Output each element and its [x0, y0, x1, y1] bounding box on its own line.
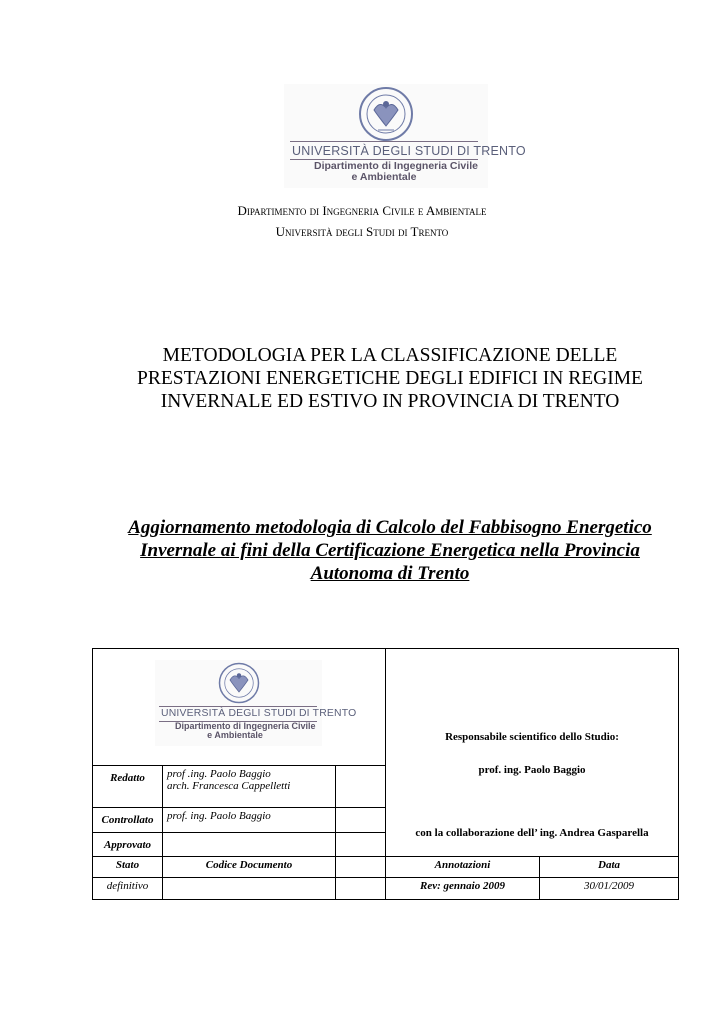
- header-blank: [336, 857, 386, 878]
- logo-university-name: UNIVERSITÀ DEGLI STUDI DI TRENTO: [161, 708, 357, 719]
- title-line: PRESTAZIONI ENERGETICHE DEGLI EDIFICI IN REGIME: [137, 368, 643, 389]
- approvato-label: Approvato: [93, 833, 163, 857]
- redatto-label: Redatto: [93, 766, 163, 808]
- logo-divider: [159, 706, 317, 707]
- logo-department-line2: e Ambientale: [351, 171, 417, 184]
- logo-department-line1: Dipartimento di Ingegneria Civile: [175, 721, 316, 731]
- value-stato: definitivo: [93, 878, 163, 900]
- controllato-value: prof. ing. Paolo Baggio: [163, 808, 336, 833]
- document-subtitle: [110, 516, 670, 585]
- redatto-name: prof .ing. Paolo Baggio: [167, 768, 271, 780]
- responsabile-cell: [386, 649, 679, 857]
- redatto-value: [163, 766, 336, 808]
- value-codice: [163, 878, 336, 900]
- redatto-signature: [336, 766, 386, 808]
- redatto-name: arch. Francesca Cappelletti: [167, 780, 291, 792]
- header-data: Data: [540, 857, 679, 878]
- responsabile-label: Responsabile scientifico dello Studio:: [445, 731, 619, 743]
- logo-department-line1: Dipartimento di Ingegneria Civile: [314, 160, 478, 172]
- value-blank: [336, 878, 386, 900]
- department-header: Dipartimento di Ingegneria Civile e Ambientale: [237, 203, 487, 218]
- university-seal-icon: [354, 86, 418, 142]
- value-data: 30/01/2009: [540, 878, 679, 900]
- controllato-signature: [336, 808, 386, 833]
- logo-department-name: [314, 160, 478, 184]
- logo-university-name: UNIVERSITÀ DEGLI STUDI DI TRENTO: [292, 144, 526, 158]
- table-university-logo: [155, 660, 357, 746]
- title-line: INVERNALE ED ESTIVO IN PROVINCIA DI TRENTO: [160, 391, 620, 412]
- value-annotazioni: Rev: gennaio 2009: [386, 878, 540, 900]
- title-line: METODOLOGIA PER LA CLASSIFICAZIONE DELLE: [162, 345, 618, 366]
- subtitle-line: Autonoma di Trento: [310, 563, 470, 584]
- header-codice: Codice Documento: [163, 857, 336, 878]
- logo-divider: [290, 141, 478, 142]
- university-logo: [284, 84, 526, 188]
- controllato-label: Controllato: [93, 808, 163, 833]
- approvato-value: [163, 833, 336, 857]
- logo-department-line2: e Ambientale: [207, 730, 263, 741]
- subtitle-line: Invernale ai fini della Certificazione Energetica nella Provincia: [140, 540, 640, 561]
- logo-department-name: [175, 721, 316, 741]
- university-seal-icon: [215, 662, 263, 704]
- collaborazione-text: con la collaborazione dell’ ing. Andrea Gasparella: [415, 827, 649, 839]
- responsabile-name: prof. ing. Paolo Baggio: [478, 764, 586, 776]
- approvato-signature: [336, 833, 386, 857]
- subtitle-line: Aggiornamento metodologia di Calcolo del Fabbisogno Energetico: [128, 517, 652, 538]
- header-stato: Stato: [93, 857, 163, 878]
- document-title: [100, 344, 680, 413]
- header-annotazioni: Annotazioni: [386, 857, 540, 878]
- university-header: Università degli Studi di Trento: [275, 224, 449, 239]
